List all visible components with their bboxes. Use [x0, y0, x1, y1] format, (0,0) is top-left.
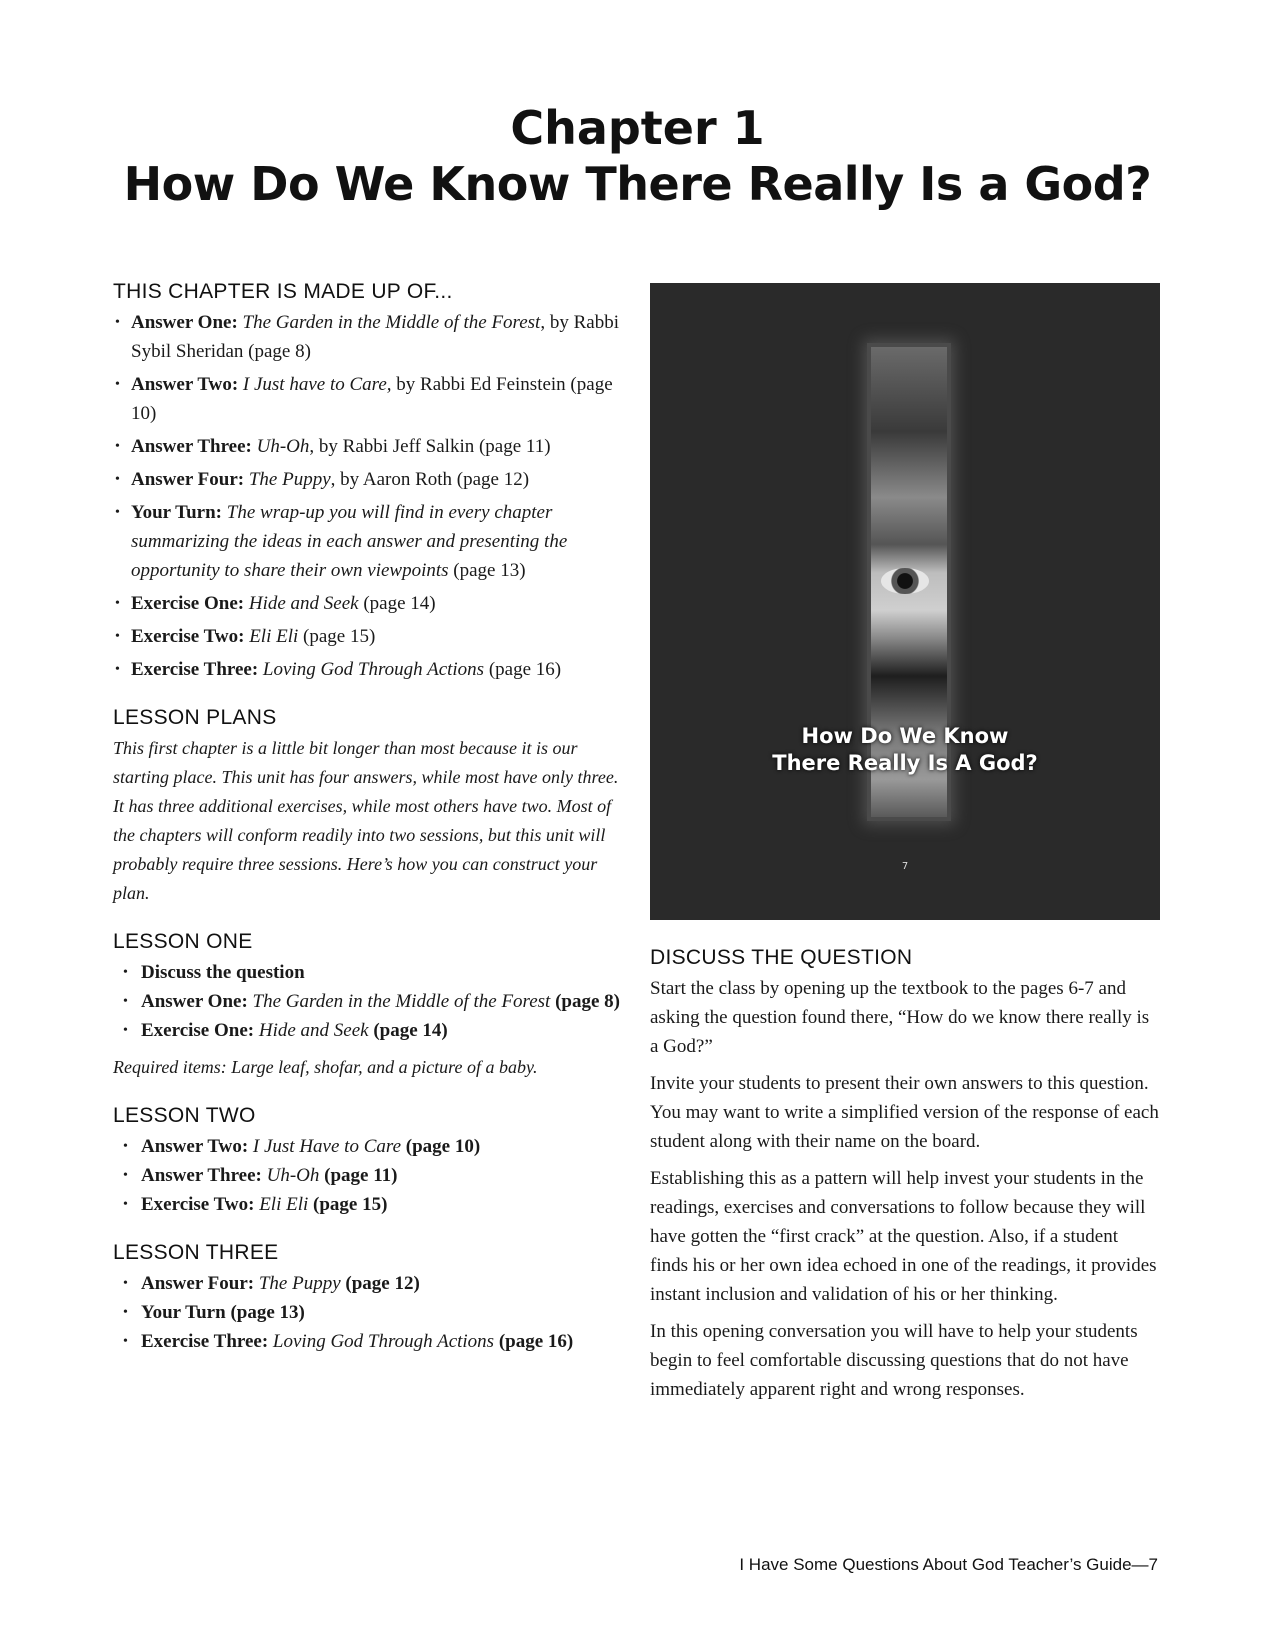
list-item: [113, 1327, 633, 1356]
item-label: Exercise Three:: [141, 1331, 269, 1352]
lesson-three-list: [113, 1269, 633, 1356]
discuss-paragraph: Start the class by opening up the textbook to the pages 6-7 and asking the question found there, “How do we know there really is a God?”: [650, 978, 1150, 1057]
item-page: (page 15): [313, 1194, 388, 1215]
item-page: (page 13): [230, 1302, 305, 1323]
list-item: [113, 1190, 633, 1219]
item-title: Eli Eli: [259, 1194, 309, 1215]
item-title: Eli Eli: [249, 626, 299, 647]
discuss-paragraph: In this opening conversation you will have to help your students begin to feel comfortable discussing questions that do not have immediately apparent right and wrong responses.: [650, 1321, 1138, 1400]
discuss-paragraph: Invite your students to present their own answers to this question. You may want to write a simplified version of the response of each student along with their name on the board.: [650, 1073, 1159, 1152]
item-label: Answer Three:: [131, 436, 252, 457]
item-page: (page 14): [358, 593, 436, 614]
item-title: Hide and Seek: [248, 593, 359, 614]
item-page: (page 8): [555, 991, 620, 1012]
item-label: Exercise Three:: [131, 659, 259, 680]
discuss-paragraph: Establishing this as a pattern will help invest your students in the readings, exercises and conversations to follow because they will have gotten the “first crack” at the question. Also, if a student finds his or her own idea echoed in one of the readings, it provides instant inclusion and validation of his or her thinking.: [650, 1168, 1157, 1305]
figure-caption-line1: How Do We Know: [801, 724, 1009, 748]
item-title: The Garden in the Middle of the Forest: [242, 312, 541, 333]
item-page: (page 12): [345, 1273, 420, 1294]
item-label: Answer Two:: [141, 1136, 249, 1157]
item-label: Answer Four:: [141, 1273, 255, 1294]
discuss-heading: DISCUSS THE QUESTION: [650, 946, 913, 969]
lesson-one-section: [113, 930, 633, 1082]
list-item: [113, 1298, 633, 1327]
item-label: Your Turn:: [131, 502, 223, 523]
item-title: Loving God Through Actions: [262, 659, 485, 680]
item-page: (page 14): [373, 1020, 448, 1041]
item-page: , by Aaron Roth (page 12): [330, 469, 530, 490]
right-column: [650, 283, 1160, 1412]
item-label: Answer Three:: [141, 1165, 262, 1186]
item-label: Answer One:: [141, 991, 248, 1012]
chapter-title: [0, 100, 1275, 212]
item-title: Hide and Seek: [258, 1020, 369, 1041]
list-item: [113, 370, 633, 428]
list-item: [113, 432, 633, 461]
item-label: Exercise Two:: [141, 1194, 255, 1215]
list-item: [113, 655, 633, 684]
item-title: The Puppy: [248, 469, 331, 490]
item-page: , by Rabbi Sybil Sheridan (page 8): [131, 312, 619, 362]
item-title: The Garden in the Middle of the Forest: [252, 991, 551, 1012]
list-item: [113, 1016, 633, 1045]
made-up-heading: THIS CHAPTER IS MADE UP OF...: [113, 280, 453, 303]
item-page: (page 16): [498, 1331, 574, 1352]
item-title: Uh-Oh: [266, 1165, 320, 1186]
item-label: Discuss the question: [141, 962, 305, 983]
item-page: (page 11): [324, 1165, 398, 1186]
lesson-three-heading: LESSON THREE: [113, 1241, 279, 1264]
lesson-plans-text: This first chapter is a little bit longer than most because it is our starting place. This unit has four answers, while most have only three. It has three additional exercises, while most others have two. Most of the chapters will conform readily into two sessions, but this unit will probably require three sessions. Here’s how you can construct your plan.: [113, 738, 619, 903]
item-label: Answer Four:: [131, 469, 245, 490]
item-label: Your Turn: [141, 1302, 226, 1323]
item-page: (page 15): [298, 626, 376, 647]
list-item: [113, 1269, 633, 1298]
figure-caption-line2: There Really Is A God?: [772, 751, 1038, 775]
list-item: [113, 958, 633, 987]
lesson-two-heading: LESSON TWO: [113, 1104, 256, 1127]
chapter-question: How Do We Know There Really Is a God?: [123, 157, 1152, 211]
item-title: Loving God Through Actions: [272, 1331, 495, 1352]
lesson-two-list: [113, 1132, 633, 1219]
lesson-plans-section: [113, 706, 633, 908]
lesson-three-section: [113, 1241, 633, 1356]
lesson-one-list: [113, 958, 633, 1045]
left-column: [113, 280, 633, 1356]
figure-caption: [650, 723, 1160, 777]
list-item: [113, 589, 633, 618]
item-page: (page 10): [405, 1136, 481, 1157]
item-title: I Just have to Care,: [242, 374, 392, 395]
page-footer: I Have Some Questions About God Teacher’s Guide—7: [739, 1555, 1158, 1574]
textbook-page-figure: [650, 283, 1160, 920]
item-label: Exercise One:: [141, 1020, 255, 1041]
made-up-list: [113, 308, 633, 684]
item-label: Answer One:: [131, 312, 238, 333]
required-items: Required items: Large leaf, shofar, and a picture of a baby.: [113, 1057, 538, 1077]
lesson-two-section: [113, 1104, 633, 1219]
list-item: [113, 622, 633, 651]
item-label: Answer Two:: [131, 374, 239, 395]
list-item: [113, 465, 633, 494]
lesson-one-heading: LESSON ONE: [113, 930, 253, 953]
item-label: Exercise Two:: [131, 626, 245, 647]
item-label: Exercise One:: [131, 593, 245, 614]
lesson-plans-heading: LESSON PLANS: [113, 706, 277, 729]
item-title: The Puppy: [258, 1273, 341, 1294]
figure-page-number: 7: [901, 861, 909, 872]
item-title: Uh-Oh: [256, 436, 310, 457]
item-title: The wrap-up you will find in every chapter summarizing the ideas in each answer and presenting the opportunity to share their own viewpoints: [131, 502, 568, 581]
item-page: by Rabbi Ed Feinstein (page 10): [131, 374, 613, 424]
eye-image: [881, 568, 929, 594]
list-item: [113, 987, 633, 1016]
discuss-paragraphs: [650, 974, 1160, 1404]
item-title: I Just Have to Care: [252, 1136, 402, 1157]
chapter-number: Chapter 1: [510, 101, 765, 155]
list-item: [113, 1161, 633, 1190]
item-page: , by Rabbi Jeff Salkin (page 11): [309, 436, 551, 457]
item-page: (page 13): [448, 560, 526, 581]
list-item: [113, 1132, 633, 1161]
item-page: (page 16): [484, 659, 562, 680]
list-item: [113, 498, 633, 585]
list-item: [113, 308, 633, 366]
